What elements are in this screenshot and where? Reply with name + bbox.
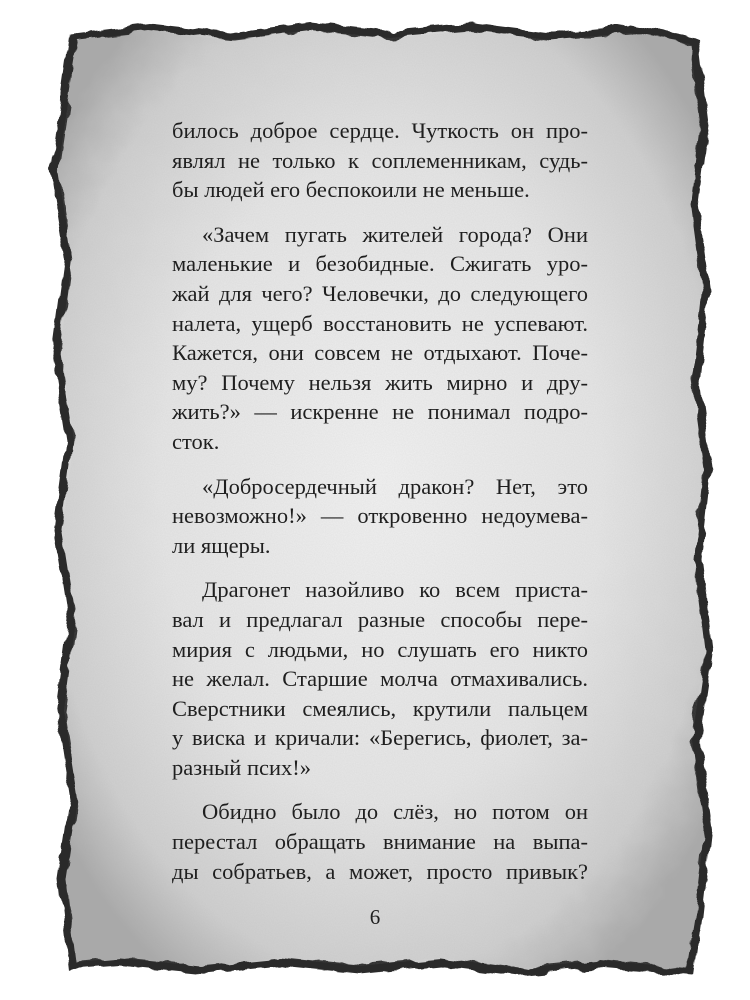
text-line: маленькие и безобидные. Сжигать уро-: [172, 251, 588, 277]
text-line: жай для чего? Человечки, до следующего: [172, 280, 588, 306]
text-line: билось доброе сердце. Чуткость он про-: [172, 118, 588, 143]
text-line: ли ящеры.: [172, 532, 271, 558]
text-line: сток.: [172, 428, 220, 454]
text-line: у виска и кричали: «Берегись, фиолет, за-: [172, 725, 588, 751]
paragraph-3: [172, 472, 588, 561]
text-line: «Зачем пугать жителей города? Они: [202, 221, 588, 247]
paragraph-5: [172, 797, 588, 886]
text-line: разный псих!»: [172, 754, 312, 780]
text-line: бы людей его беспокоили не меньше.: [172, 177, 530, 203]
text-line: не желал. Старшие молча отмахивались.: [172, 666, 588, 692]
text-line: жить?» — искренне не понимал подро-: [172, 399, 588, 425]
text-line: налета, ущерб восстановить не успевают.: [172, 310, 588, 336]
text-line: ды собратьев, а может, просто привык?: [172, 858, 588, 884]
text-line: му? Почему нельзя жить мирно и дру-: [172, 369, 588, 395]
text-line: вал и предлагал разные способы пере-: [172, 606, 588, 632]
paragraph-2: [172, 220, 588, 457]
page-number: 6: [369, 905, 381, 929]
text-line: «Добросердечный дракон? Нет, это: [202, 473, 588, 499]
text-line: невозможно!» — откровенно недоумева-: [172, 503, 588, 529]
paragraph-4: [172, 575, 588, 782]
page-body: [172, 116, 588, 901]
text-line: являл не только к соплеменникам, судь-: [172, 147, 588, 173]
text-line: Драгонет назойливо ко всем приста-: [202, 577, 588, 603]
text-line: мирия с людьми, но слушать его никто: [172, 636, 588, 662]
text-line: Кажется, они совсем не отдыхают. Поче-: [172, 340, 588, 366]
text-line: Обидно было до слёз, но потом он: [202, 799, 588, 825]
text-line: Сверстники смеялись, крутили пальцем: [172, 695, 588, 721]
paragraph-1: [172, 116, 588, 205]
text-line: перестал обращать внимание на выпа-: [172, 829, 588, 855]
